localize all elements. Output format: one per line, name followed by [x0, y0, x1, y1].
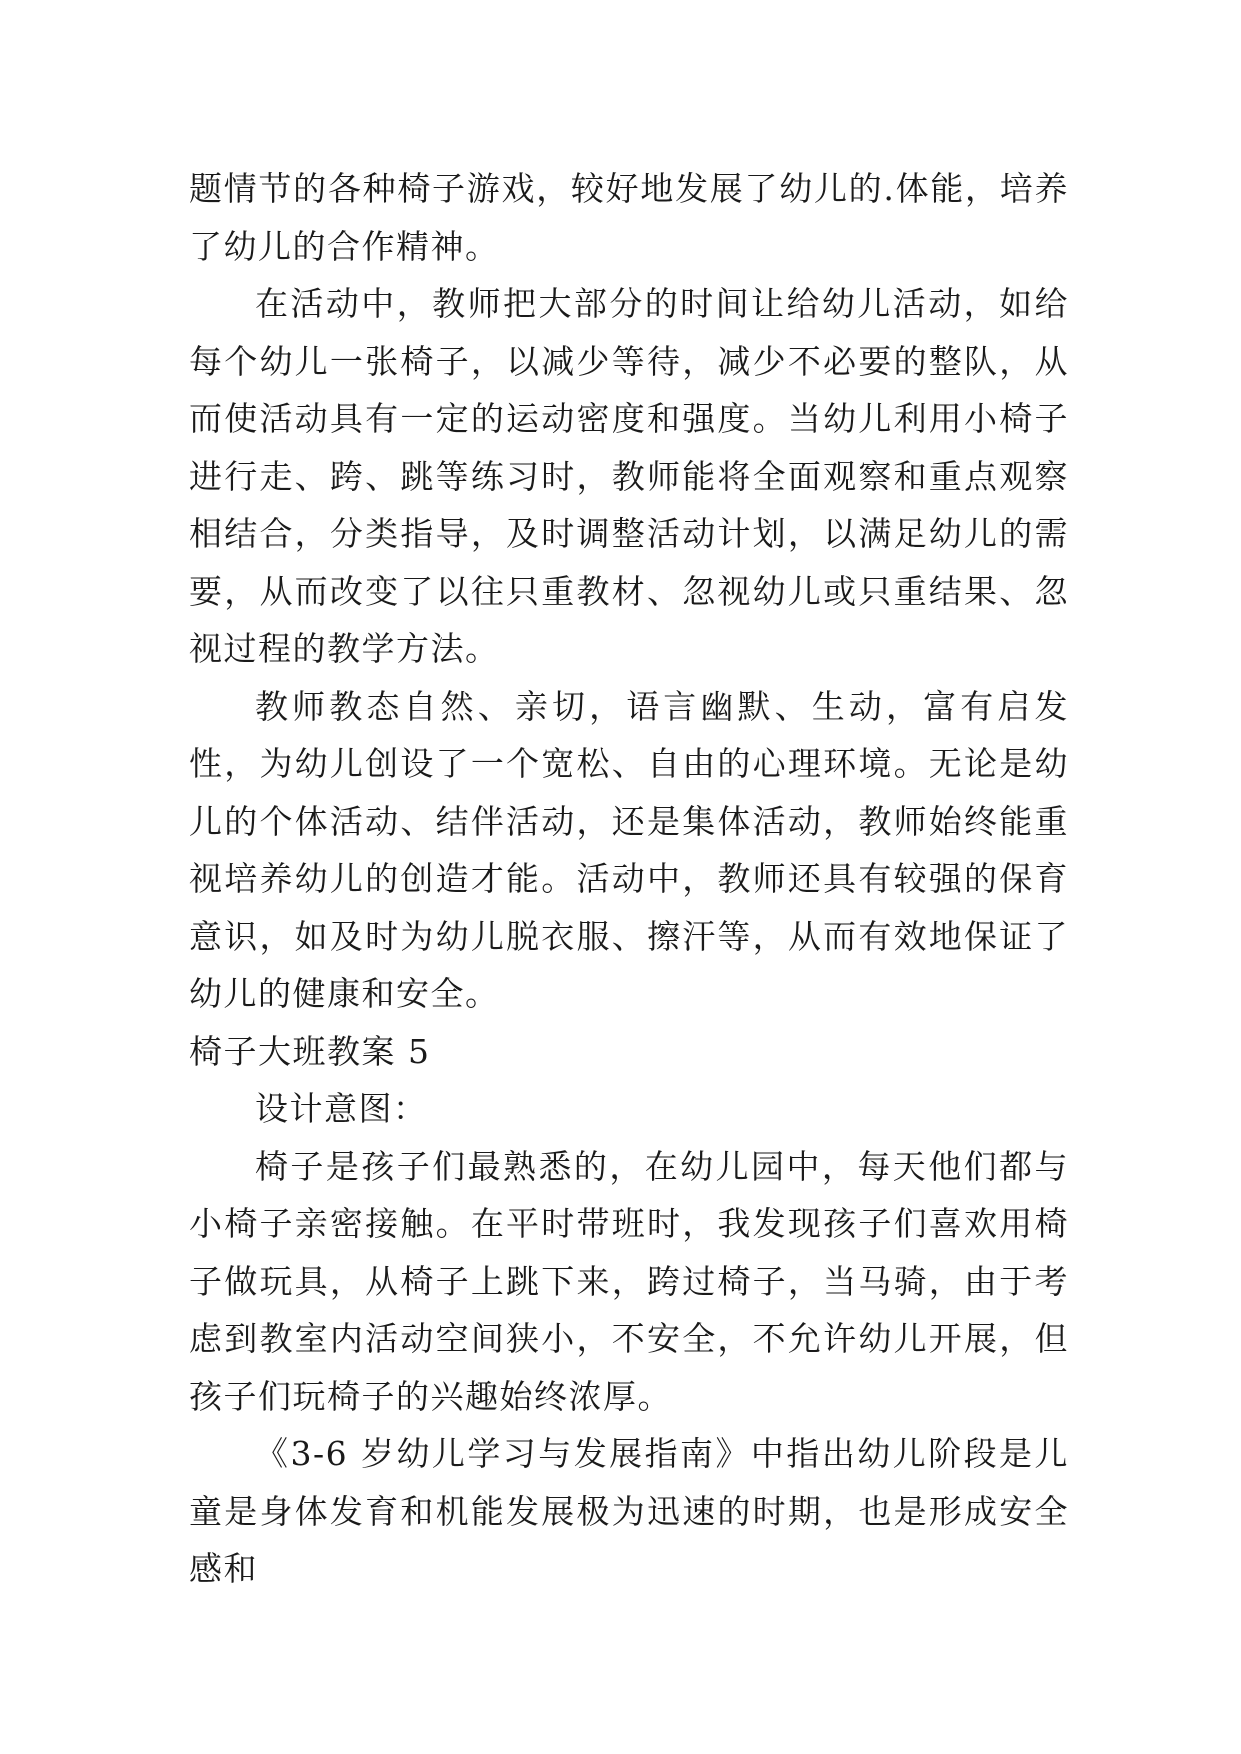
- paragraph-teacher-manner: 教师教态自然、亲切，语言幽默、生动，富有启发性，为幼儿创设了一个宽松、自由的心理环境。无论是幼儿的个体活动、结伴活动，还是集体活动，教师始终能重视培养幼儿的创造才能。活动中，教师还具有较强的保育意识，如及时为幼儿脱衣服、擦汗等，从而有效地保证了幼儿的健康和安全。: [189, 686, 1069, 1013]
- document-body: [189, 160, 1069, 1598]
- paragraph-guide-quote: 《3-6 岁幼儿学习与发展指南》中指出幼儿阶段是儿童是身体发育和机能发展极为迅速的时期，也是形成安全感和: [189, 1434, 1069, 1588]
- paragraph-design-intent: 椅子是孩子们最熟悉的，在幼儿园中，每天他们都与小椅子亲密接触。在平时带班时，我发现孩子们喜欢用椅子做玩具，从椅子上跳下来，跨过椅子，当马骑，由于考虑到教室内活动空间狭小，不安全，不允许幼儿开展，但孩子们玩椅子的兴趣始终浓厚。: [189, 1146, 1069, 1416]
- paragraph-continuation: 题情节的各种椅子游戏，较好地发展了幼儿的.体能，培养了幼儿的合作精神。: [189, 169, 1069, 266]
- paragraph-design-intent-label: 设计意图：: [255, 1089, 428, 1128]
- paragraph-activity-time: 在活动中，教师把大部分的时间让给幼儿活动，如给每个幼儿一张椅子，以减少等待，减少不必要的整队，从而使活动具有一定的运动密度和强度。当幼儿利用小椅子进行走、跨、跳等练习时，教师能将全面观察和重点观察相结合，分类指导，及时调整活动计划，以满足幼儿的需要，从而改变了以往只重教材、忽视幼儿或只重结果、忽视过程的教学方法。: [189, 284, 1069, 668]
- section-title: 椅子大班教案 5: [189, 1031, 431, 1071]
